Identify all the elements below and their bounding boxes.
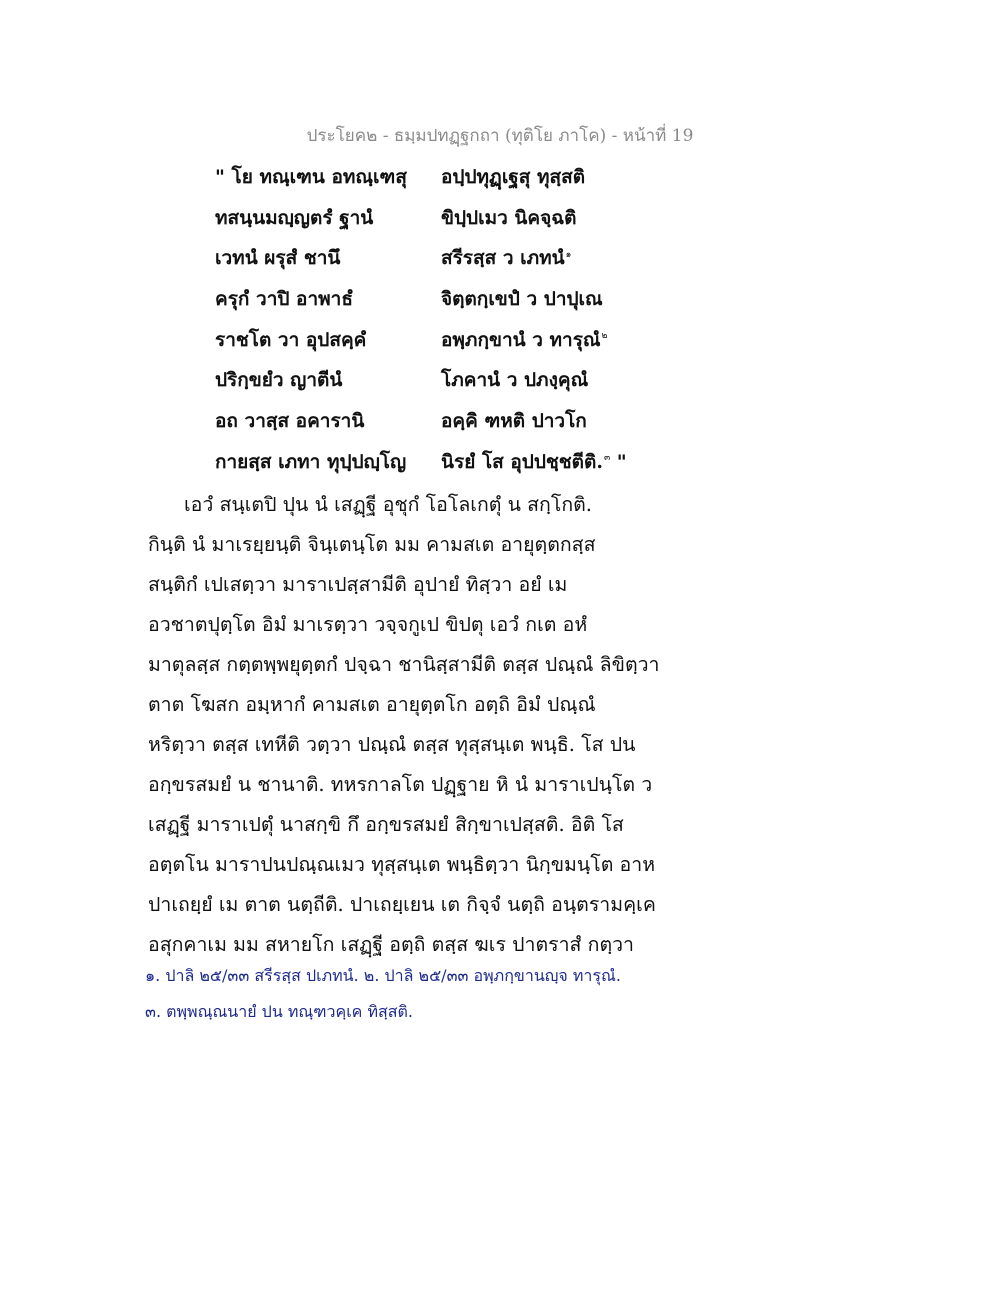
verse-first-half: " โย ทณฺเฑน อทณฺเฑสุ bbox=[215, 166, 407, 188]
verse-line bbox=[215, 199, 855, 240]
verse-second-half: จิตฺตกฺเขปํ ว ปาปุเณ bbox=[441, 288, 603, 311]
verse-line bbox=[215, 443, 855, 484]
verse-second-half: อปฺปทุฏฺเฐสุ ทุสฺสติ bbox=[441, 166, 586, 188]
verse-line bbox=[215, 280, 855, 321]
verse-first-half: ครุกํ วาปิ อาพาธํ bbox=[215, 288, 353, 311]
prose-line: ตาต โฆสก อมฺหากํ คามสเต อายุตฺตโก อตฺถิ อิมํ ปณฺณํ bbox=[148, 693, 596, 716]
verse-first-half: เวทนํ ผรุสํ ชานึ bbox=[215, 247, 341, 270]
verse-first-half: อถ วาสฺส อคารานิ bbox=[215, 410, 365, 433]
page-header: ประโยค๒ - ธมฺมปทฏฺฐกถา (ทุติโย ภาโค) - หน้าที่ 19 bbox=[306, 126, 694, 146]
verse-second-half bbox=[441, 325, 607, 355]
footnote-line: ๑. ปาลิ ๒๕/๓๓ สรีรสฺส ปเภทนํ. ๒. ปาลิ ๒๕/๓๓ อพฺภกฺขานญฺจ ทารุณํ. bbox=[145, 966, 621, 985]
footnote-marker: ๓ bbox=[603, 453, 611, 464]
prose-line: เอวํ สนฺเตปิ ปุน นํ เสฏฺฐี อุชุกํ โอโลเกตุํ น สกฺโกติ. bbox=[184, 493, 592, 516]
prose-line: หริตฺวา ตสฺส เทหีติ วตฺวา ปณฺณํ ตสฺส ทุสฺสนฺเต พนฺธิ. โส ปน bbox=[148, 733, 636, 756]
verse-first-half: กายสฺส เภทา ทุปฺปญฺโญ bbox=[215, 450, 407, 473]
footnote-line: ๓. ตพฺพณฺณนายํ ปน ทณฺฑวคฺเค ทิสฺสติ. bbox=[145, 1002, 414, 1021]
verse-line bbox=[215, 361, 855, 402]
verse-line bbox=[215, 158, 855, 199]
verse-block bbox=[215, 158, 855, 484]
verse-text: นิรยํ โส อุปปชฺชตีติ. bbox=[441, 450, 603, 473]
verse-line bbox=[215, 239, 855, 280]
prose-line: กินฺติ นํ มาเรยฺยนฺติ จินฺเตนฺโต มม คามสเต อายุตฺตกสฺส bbox=[148, 533, 596, 556]
verse-second-half bbox=[441, 447, 627, 477]
footnote-marker: ๒ bbox=[601, 331, 608, 342]
prose-line: เสฏฺฐี มาราเปตุํ นาสกฺขิ กึ อกฺขรสมยํ สิกฺขาเปสฺสติ. อิติ โส bbox=[148, 813, 624, 836]
prose-line: ปาเถยฺยํ เม ตาต นตฺถีติ. ปาเถยฺเยน เต กิจฺจํ นตฺถิ อนฺตรามคฺเค bbox=[148, 893, 656, 916]
prose-block bbox=[148, 485, 708, 965]
prose-line: อตฺตโน มาราปนปณฺณเมว ทุสฺสนฺเต พนฺธิตฺวา นิกฺขมนฺโต อาห bbox=[148, 853, 656, 876]
closing-quote: " bbox=[610, 450, 627, 473]
verse-second-half: อคฺคิ ฑหติ ปาวโก bbox=[441, 410, 587, 433]
prose-line: สนฺติกํ เปเสตฺวา มาราเปสฺสามีติ อุปายํ ทิสฺวา อยํ เม bbox=[148, 573, 568, 596]
verse-second-half bbox=[441, 243, 571, 273]
prose-line: อกฺขรสมยํ น ชานาติ. ทหรกาลโต ปฏฺฐาย หิ นํ มาราเปนฺโต ว bbox=[148, 773, 653, 796]
footnote-marker: ๑ bbox=[565, 250, 572, 261]
verse-first-half: ปริกฺขยํว ญาตีนํ bbox=[215, 369, 343, 392]
verse-line bbox=[215, 321, 855, 362]
verse-line bbox=[215, 402, 855, 443]
prose-line: มาตุลสฺส กตฺตพฺพยุตฺตกํ ปจฺฉา ชานิสฺสามีติ ตสฺส ปณฺณํ ลิขิตฺวา bbox=[148, 653, 660, 676]
prose-line: อวชาตปุตฺโต อิมํ มาเรตฺวา วจฺจกูเป ขิปตุ เอวํ กเต อหํ bbox=[148, 613, 588, 636]
verse-second-half: โภคานํ ว ปภงฺคุณํ bbox=[441, 369, 589, 392]
verse-first-half: ราชโต วา อุปสคฺคํ bbox=[215, 328, 367, 351]
verse-text: สรีรสฺส ว เภทนํ bbox=[441, 247, 565, 270]
verse-second-half: ขิปฺปเมว นิคจฺฉติ bbox=[441, 206, 577, 229]
verse-first-half: ทสนฺนมญฺญตรํ ฐานํ bbox=[215, 206, 374, 229]
verse-text: อพฺภกฺขานํ ว ทารุณํ bbox=[441, 328, 601, 351]
prose-line: อสุกคาเม มม สหายโก เสฏฺฐี อตฺถิ ตสฺส ฆเร ปาตราสํ กตฺวา bbox=[148, 933, 635, 956]
footnotes bbox=[145, 958, 745, 1030]
